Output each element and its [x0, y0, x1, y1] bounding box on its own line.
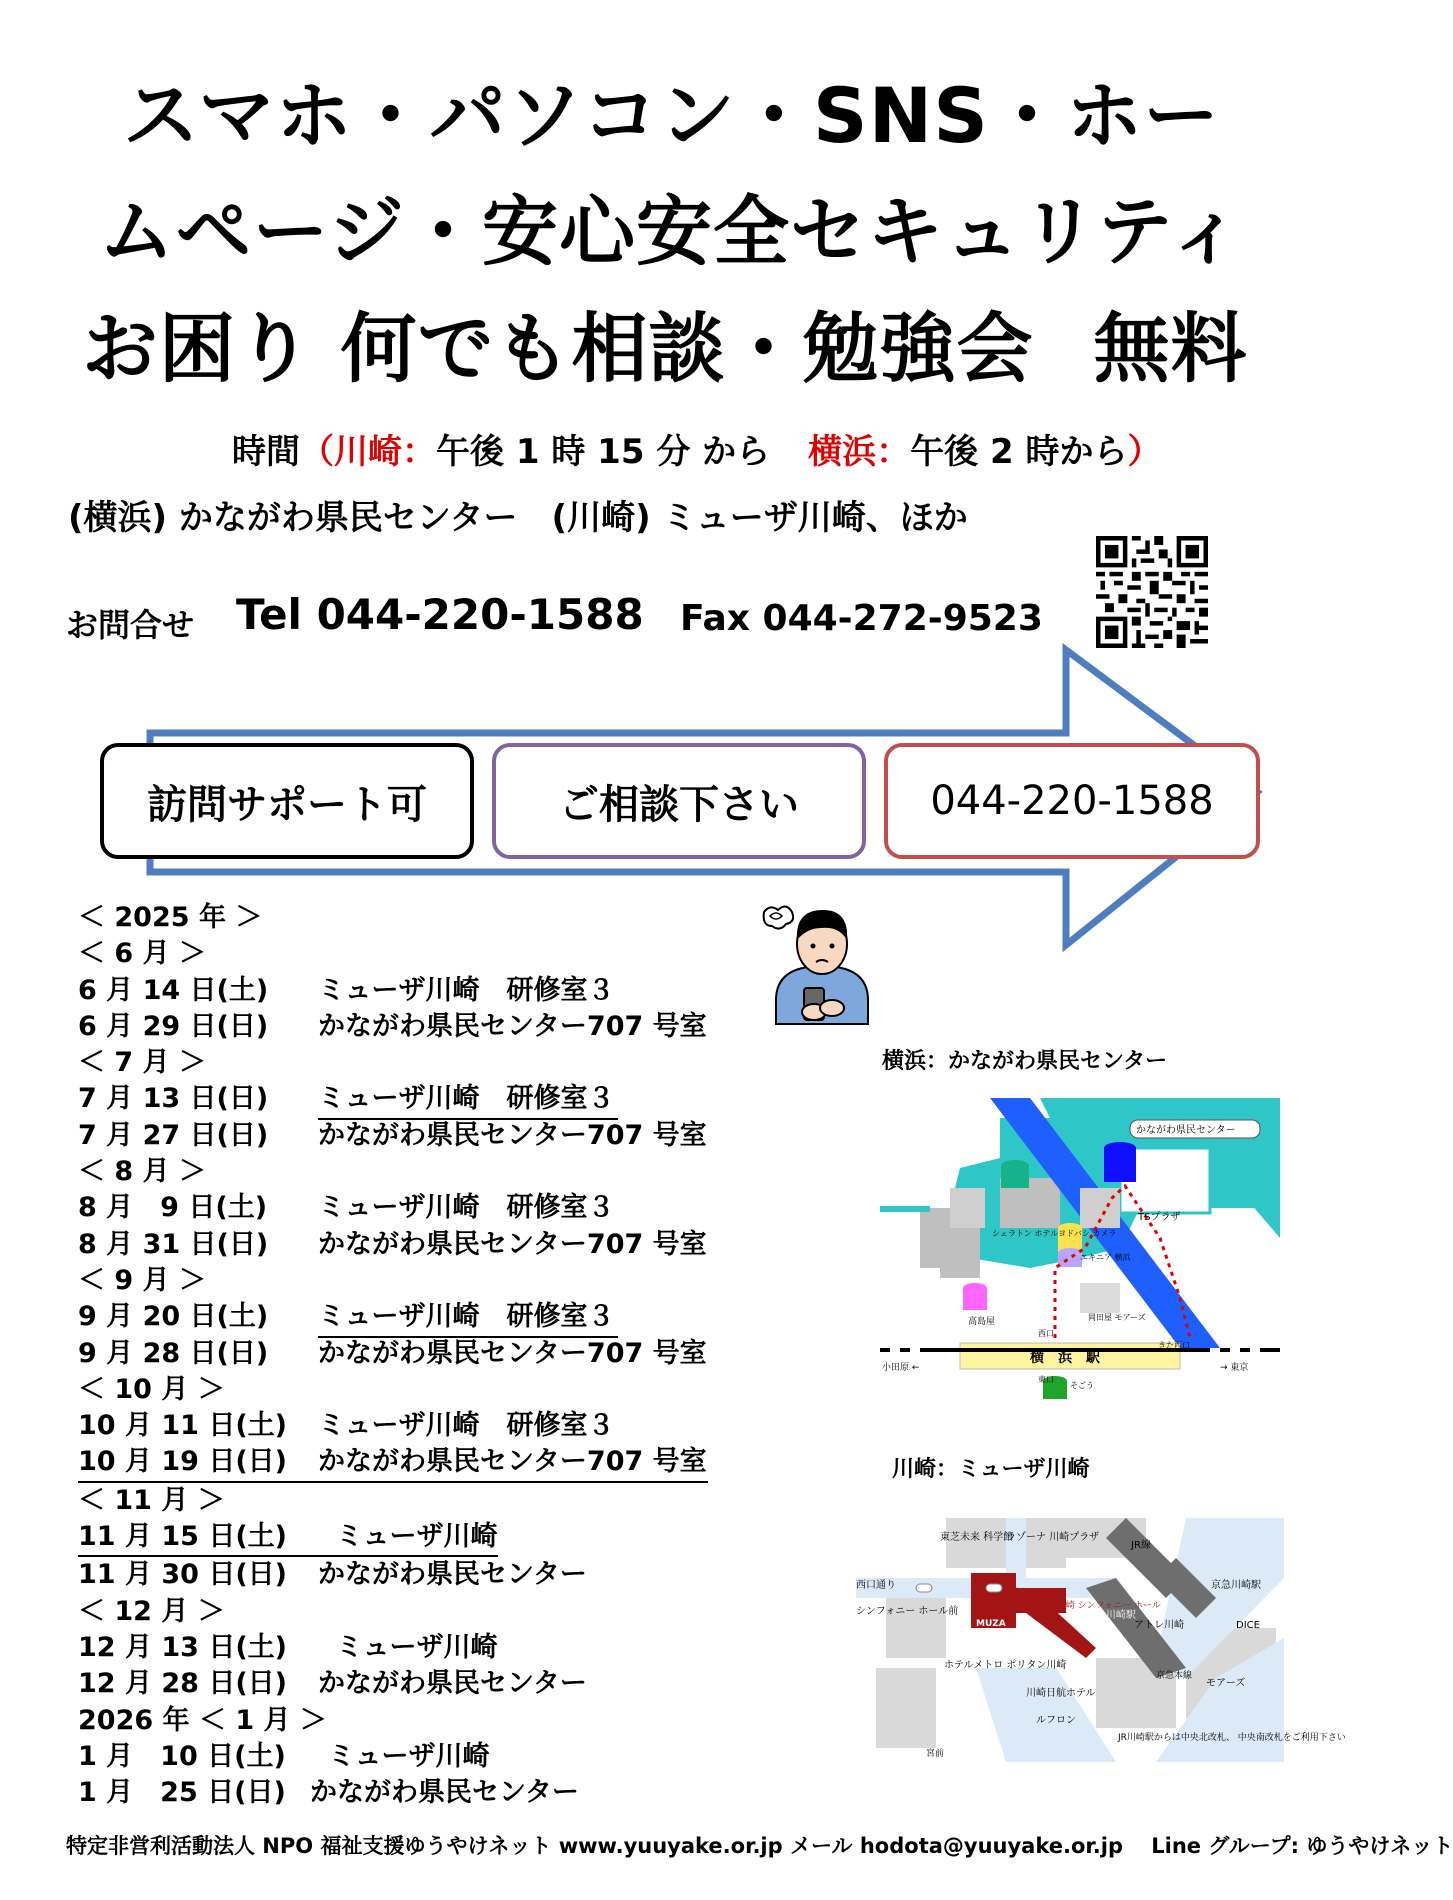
schedule-place: ミューザ川崎 研修室３	[318, 974, 615, 1006]
schedule-row	[78, 936, 708, 972]
map-label-dice: DICE	[1236, 1620, 1260, 1631]
schedule-row	[78, 973, 708, 1009]
map-label-station: 横 浜 駅	[1030, 1350, 1100, 1366]
map-label-toshiba: 東芝未来 科学館	[940, 1532, 1014, 1543]
schedule-place: かながわ県民センター	[318, 1668, 587, 1700]
schedule-place: ミューザ川崎 研修室３	[318, 1081, 618, 1119]
map-label-center: かながわ県民センター	[1136, 1125, 1236, 1136]
schedule-date: ＜ 9 月 ＞	[78, 1264, 206, 1296]
map-label-atre: アトレ川崎	[1134, 1620, 1184, 1631]
map-label-sheraton: シェラトン ホテル	[992, 1229, 1058, 1238]
map-label-lazona: ラゾーナ 川崎プラザ	[1006, 1532, 1100, 1543]
box-consult: ご相談下さい	[492, 743, 866, 859]
title-line-3-main: お困り 何でも相談・勉強会	[82, 304, 1034, 393]
schedule-place: かながわ県民センター	[310, 1777, 579, 1809]
schedule-row	[78, 1372, 708, 1408]
paren-close: ）	[1127, 432, 1162, 472]
map-label-west: 西口	[1038, 1329, 1054, 1338]
map-label-jr-kawasaki: JR川崎駅	[1096, 1610, 1136, 1621]
schedule-date: ＜ 2025 年 ＞	[78, 902, 263, 933]
schedule-row	[78, 1666, 708, 1702]
schedule-date: 12 月 13 日(土)	[78, 1631, 288, 1663]
map-label-muza: MUZA	[976, 1619, 1006, 1629]
map-label-kitanishi: きた西口	[1158, 1341, 1190, 1350]
schedule-row	[78, 1408, 708, 1444]
box-home-visit: 訪問サポート可	[100, 743, 474, 859]
schedule-date: 12 月 28 日(日)	[78, 1668, 288, 1700]
schedule-place: かながわ県民センター707 号室	[318, 1010, 707, 1042]
title-line-2: ムページ・安心安全セキュリティ	[98, 187, 1245, 276]
schedule-row	[78, 1263, 708, 1299]
schedule-row	[78, 1009, 708, 1045]
map-label-sogo: そごう	[1070, 1381, 1094, 1390]
schedule-row	[78, 1118, 708, 1154]
worried-person-icon	[756, 900, 886, 1025]
map-label-odawara: 小田原 ←	[882, 1363, 920, 1373]
time-label: 時間	[232, 432, 300, 472]
schedule-date: 2026 年 ＜ 1 月 ＞	[78, 1704, 327, 1736]
schedule-place: かながわ県民センター707 号室	[318, 1228, 707, 1260]
schedule-date: 9 月 20 日(土)	[78, 1301, 269, 1333]
schedule-date: 6 月 29 日(日)	[78, 1010, 269, 1042]
contact-fax: Fax 044-272-9523	[680, 598, 1043, 639]
map-label-jr: JR線	[1131, 1540, 1151, 1551]
yokohama-map	[880, 1098, 1280, 1403]
schedule-place: かながわ県民センター707 号室	[318, 1119, 707, 1151]
schedule-place: ミューザ川崎 研修室３	[318, 1410, 615, 1442]
map-label-miyamoto: 宮前	[926, 1749, 945, 1759]
yokohama-map-caption: 横浜：かながわ県民センター	[882, 1049, 1168, 1074]
schedule-place: ミューザ川崎 研修室３	[318, 1299, 618, 1337]
map-label-nikko: 川崎日航ホテル	[1026, 1688, 1096, 1699]
footer-text: 特定非営利活動法人 NPO 福祉支援ゆうやけネット www.yuuyake.or.jp メール hodota@yuuyake.or.jp Line グループ: ゆうやけネット	[66, 1834, 1453, 1858]
schedule-row	[78, 1594, 708, 1630]
kawasaki-map	[856, 1518, 1346, 1762]
schedule-place: かながわ県民センター707 号室	[318, 1337, 707, 1369]
schedule-date: 10 月 19 日(日)	[78, 1446, 288, 1478]
schedule-row	[78, 1555, 587, 1593]
schedule-place: ミューザ川崎 研修室３	[318, 1192, 615, 1224]
schedule-place: ミューザ川崎	[328, 1740, 490, 1772]
title-free: 無料	[1093, 304, 1248, 393]
schedule-row	[78, 1190, 708, 1226]
schedule-date: 1 月 25 日(日)	[78, 1777, 286, 1809]
schedule-date: 9 月 28 日(日)	[78, 1337, 269, 1369]
map-label-okadaya: 岡田屋 モアーズ	[1088, 1313, 1146, 1322]
map-label-mores: モアーズ	[1206, 1678, 1246, 1689]
schedule-place: かながわ県民センター	[318, 1559, 587, 1591]
map-label-keikyu: 京急川崎駅	[1211, 1580, 1261, 1591]
contact-label: お問合せ	[66, 606, 195, 644]
contact-tel: Tel 044-220-1588	[236, 590, 644, 639]
schedule-row	[78, 900, 708, 936]
paren-open: （	[300, 432, 334, 472]
schedule-date: 7 月 27 日(日)	[78, 1119, 269, 1151]
yokohama-label: 横浜：	[808, 432, 911, 472]
schedule-row	[78, 1227, 708, 1263]
schedule-date: 1 月 10 日(土)	[78, 1740, 286, 1772]
kawasaki-label: 川崎：	[334, 432, 436, 472]
schedule-date: ＜ 7 月 ＞	[78, 1047, 206, 1079]
schedule-row	[78, 1739, 708, 1775]
map-label-east: 東口	[1038, 1375, 1054, 1384]
schedule-date: 10 月 11 日(土)	[78, 1410, 288, 1442]
schedule-row	[78, 1481, 708, 1519]
schedule-date: 11 月 15 日(土)	[78, 1521, 288, 1553]
schedule-date: 8 月 9 日(土)	[78, 1192, 268, 1224]
map-label-muza-hall: ミューザ川崎 シンフォニー ホール	[1021, 1601, 1161, 1611]
map-label-ekinia: エキニア 横浜	[1080, 1253, 1131, 1262]
schedule-row	[78, 1630, 708, 1666]
map-label-ts: TSプラザ	[1138, 1212, 1181, 1223]
map-label-keikyu-line: 京急本線	[1156, 1671, 1193, 1681]
schedule-row	[78, 1519, 708, 1555]
map-label-note: JR川崎駅からは中央北改札、 中央南改札をご利用下さい	[1118, 1733, 1346, 1743]
yokohama-time: 午後 2 時から	[910, 432, 1128, 472]
schedule-date: 7 月 13 日(日)	[78, 1083, 269, 1115]
schedule-date: ＜ 6 月 ＞	[78, 938, 206, 970]
schedule-row	[78, 1775, 708, 1811]
map-label-tokyo: → 東京	[1220, 1363, 1249, 1373]
schedule-date: 11 月 30 日(日)	[78, 1559, 288, 1591]
venues-text: (横浜) かながわ県民センター (川崎) ミューザ川崎、ほか	[68, 498, 968, 538]
schedule-list	[78, 900, 708, 1811]
schedule-row	[78, 1081, 708, 1117]
schedule-row	[78, 1336, 708, 1372]
map-label-yodobashi: ヨドバシ カメラ	[1058, 1229, 1117, 1238]
schedule-date: 8 月 31 日(日)	[78, 1228, 269, 1260]
map-label-metropolitan: ホテルメトロ ポリタン川崎	[944, 1660, 1067, 1671]
schedule-row	[78, 1154, 708, 1190]
schedule-row	[78, 1444, 708, 1480]
map-label-symphony: シンフォニー ホール前	[856, 1606, 959, 1617]
schedule-date: ＜ 10 月 ＞	[78, 1373, 225, 1405]
schedule-place: かながわ県民センター707 号室	[318, 1446, 707, 1478]
schedule-date: ＜ 12 月 ＞	[78, 1595, 225, 1627]
schedule-row	[78, 1703, 708, 1739]
schedule-row	[78, 1299, 708, 1335]
schedule-date: ＜ 11 月 ＞	[78, 1484, 225, 1516]
schedule-date: 6 月 14 日(土)	[78, 974, 269, 1006]
map-label-nishiguchi: 西口通り	[856, 1580, 896, 1591]
schedule-place: ミューザ川崎	[336, 1631, 498, 1663]
map-label-lufront: ルフロン	[1036, 1715, 1076, 1726]
kawasaki-time: 午後 1 時 15 分 から	[436, 432, 771, 472]
map-label-takashimaya: 高島屋	[968, 1317, 996, 1327]
schedule-row	[78, 1045, 708, 1081]
title-line-1: スマホ・パソコン・SNS・ホー	[122, 71, 1221, 160]
schedule-date: ＜ 8 月 ＞	[78, 1156, 206, 1188]
schedule-place: ミューザ川崎	[336, 1521, 498, 1553]
box-phone: 044-220-1588	[884, 743, 1260, 859]
kawasaki-map-caption: 川崎：ミューザ川崎	[892, 1457, 1090, 1482]
